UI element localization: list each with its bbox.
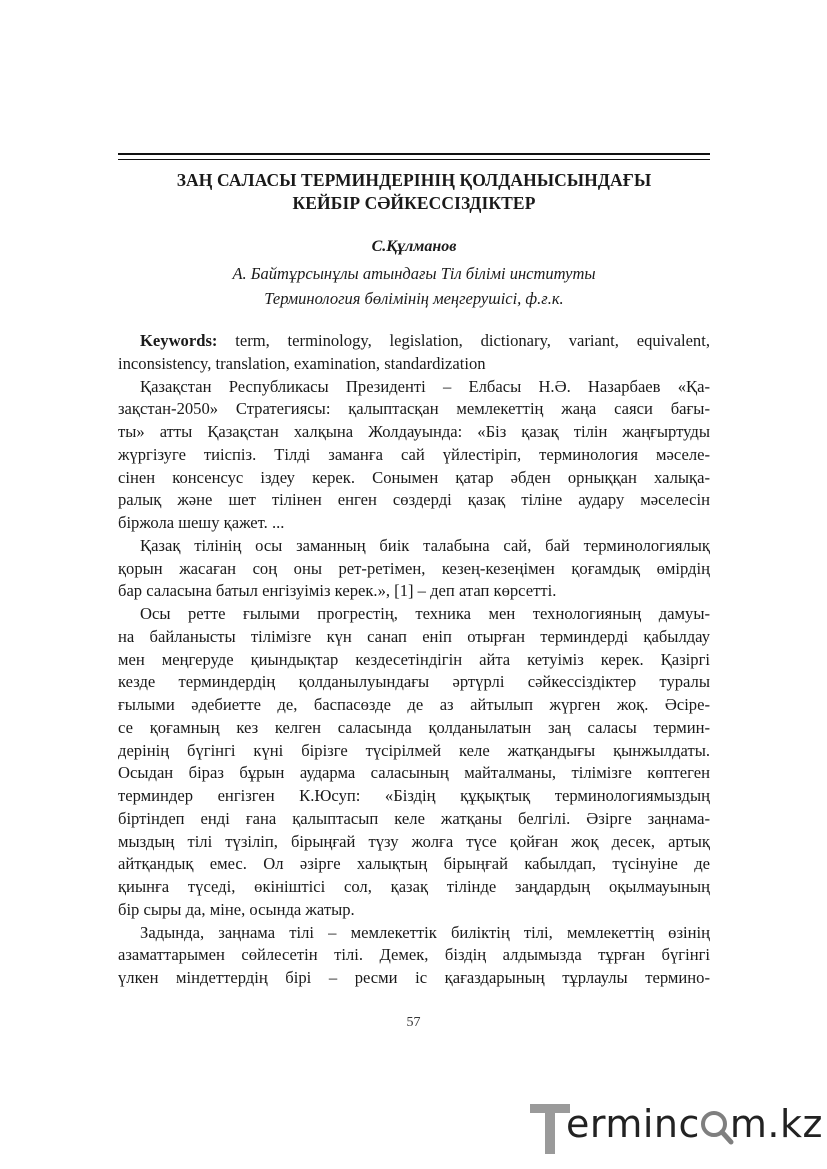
- body-line: терминдер енгізген К.Юсуп: «Біздің құқықтық терминологиямыздың: [118, 786, 710, 805]
- body-line: [118, 330, 710, 353]
- body-line: мыздың тілі түзіліп, бірыңғай түзу жолға түсе қойған жоқ десек, артық: [118, 831, 710, 851]
- body-line: азаматтарымен сөйлесетін тілі. Демек, біздің алдымызда тұрған бүгінгі: [118, 945, 710, 965]
- affiliation-line-1: А. Байтұрсынұлы атындағы Тіл білімі институты: [232, 264, 596, 283]
- logo-text-part-1: ermin: [566, 1102, 679, 1146]
- page-number: 57: [406, 1015, 421, 1030]
- body-line: бар саласына батыл енгізуіміз керек.», [1] – деп атап көрсетті.: [118, 581, 557, 601]
- magnifier-icon: [700, 1111, 730, 1141]
- article-body: [118, 330, 710, 990]
- body-line: қиынға түседі, өкініштісі сол, қазақ тілінде заңдардың оқылмауының: [118, 877, 710, 896]
- author-name: С.Құлманов: [371, 238, 457, 255]
- body-line: Қазақстан Республикасы Президенті – Елбасы Н.Ә. Назарбаев «Қа-: [140, 376, 710, 396]
- keywords-label: Keywords:: [140, 331, 218, 350]
- logo-text: [566, 1102, 823, 1146]
- body-line: жүргізуге тиіспіз. Тілді заманға сай үйлестіріп, терминология мәселе-: [118, 444, 710, 464]
- logo-text-part-2: c: [678, 1102, 700, 1146]
- body-line: Қазақ тілінің осы заманның биік талабына сай, бай терминологиялық: [140, 535, 710, 555]
- body-line: Осыдан біраз бұрын аударма саласының майталманы, тілімізге көптеген: [118, 763, 710, 783]
- termincom-logo[interactable]: [528, 1100, 823, 1156]
- body-line: inconsistency, translation, examination, standardization: [118, 353, 486, 373]
- body-line: үлкен міндеттердің бірі – ресми іс қағаздарының тұрлаулы термино-: [118, 968, 710, 987]
- body-line: ты» атты Қазақстан халқына Жолдауында: «Біз қазақ тілін жаңғыртуды: [118, 422, 710, 441]
- body-line: ғылыми әдебиетте де, баспасөзде де аз айтылып жүрген жоқ. Әсіре-: [118, 695, 710, 714]
- author-affiliation: [118, 261, 710, 311]
- top-rule-thin: [118, 159, 710, 160]
- body-line: біржола шешу қажет. ...: [118, 513, 285, 532]
- body-line: бір сыры да, міне, осында жатыр.: [118, 899, 355, 919]
- body-line: на байланысты тілімізге күн санап еніп отырған терминдерді қабылдау: [118, 626, 710, 646]
- logo-text-part-3: m.kz: [729, 1102, 823, 1146]
- top-rule-thick: [118, 153, 710, 155]
- body-line: ралық және шет тілінен енген сөздерді қазақ тіліне аудару мәселесін: [118, 490, 710, 510]
- body-line: қорын жасаған соң оны рет-ретімен, кезең-кезеңімен қоғамдық өмірдің: [118, 558, 710, 578]
- title-line-2: КЕЙБІР СӘЙКЕССІЗДІКТЕР: [292, 193, 536, 213]
- body-line: сінен консенсус іздеу керек. Сонымен қатар әбден орныққан халықа-: [118, 467, 710, 487]
- body-line: кезде терминдердің қолданылуындағы әртүрлі сәйкессіздіктер туралы: [118, 672, 710, 692]
- body-line: біртіндеп енді ғана қалыптасып келе жатқаны белгілі. Әзірге заңнама-: [118, 808, 710, 828]
- keywords-list: term, terminology, legislation, dictionary, variant, equivalent,: [217, 331, 710, 350]
- article-title: [118, 169, 710, 215]
- body-line: се қоғамның кез келген саласында қолданылатын заң саласы термин-: [118, 717, 710, 737]
- body-line: мен меңгеруде қиындықтар кездесетіндігін айта кетуіміз керек. Қазіргі: [118, 649, 710, 669]
- body-line: Задында, заңнама тілі – мемлекеттік биліктің тілі, мемлекеттің өзінің: [140, 922, 710, 942]
- body-line: айтқандық емес. Ол әзірге халықтың бірыңғай кабылдап, түсінуіне де: [118, 854, 710, 874]
- body-line: Осы ретте ғылыми прогрестің, техника мен технологияның дамуы-: [140, 604, 710, 623]
- affiliation-line-2: Терминология бөлімінің меңгерушісі, ф.ғ.к.: [264, 289, 564, 308]
- title-line-1: ЗАҢ САЛАСЫ ТЕРМИНДЕРІНІҢ ҚОЛДАНЫСЫНДАҒЫ: [176, 170, 652, 190]
- body-line: дерінің бүгінгі күні бірізге түсірілмей келе жатқандығы қынжылдаты.: [118, 740, 710, 760]
- body-line: зақстан-2050» Стратегиясы: қалыптасқан мемлекеттің жаңа саяси бағы-: [118, 399, 710, 419]
